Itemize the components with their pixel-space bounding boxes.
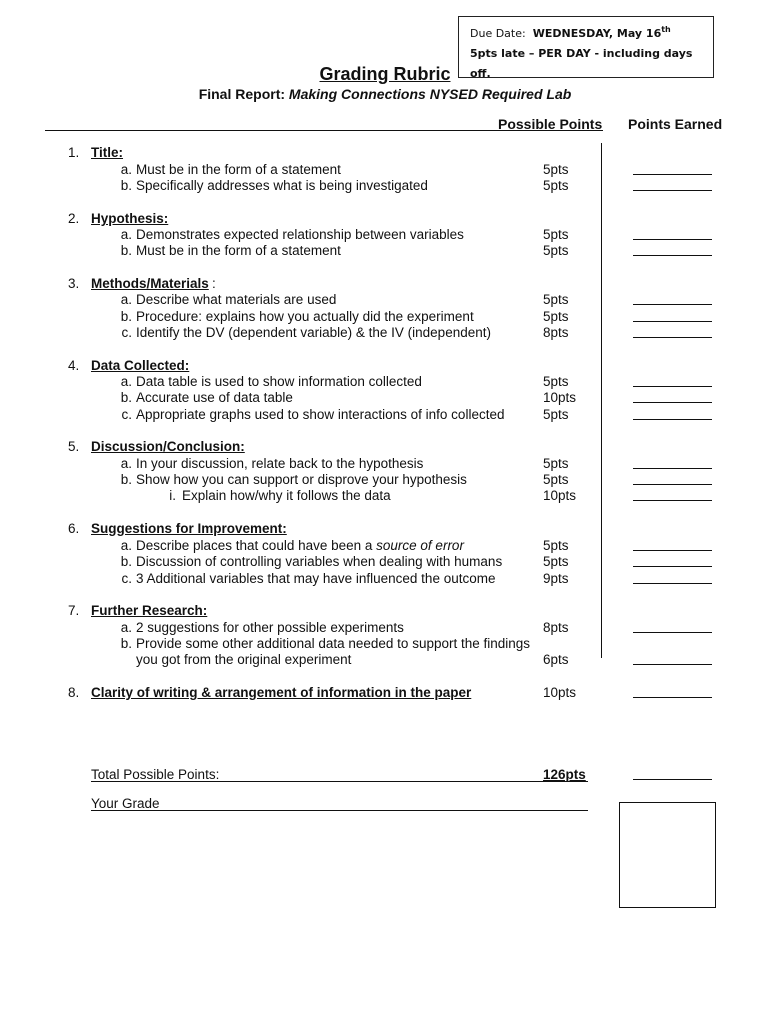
points-earned-blank bbox=[633, 697, 712, 698]
item-text: In your discussion, relate back to the hypothesis bbox=[136, 456, 424, 471]
points-earned-blank bbox=[633, 419, 712, 420]
section-title-row bbox=[0, 276, 770, 293]
item-text: Explain how/why it follows the data bbox=[182, 488, 391, 503]
points-earned-blank bbox=[633, 255, 712, 256]
item-text-plain: Describe places that could have been a bbox=[136, 538, 377, 553]
item-letter: b. bbox=[120, 554, 132, 569]
section-title-row bbox=[0, 603, 770, 620]
rubric-item bbox=[0, 325, 770, 342]
item-letter: a. bbox=[120, 374, 132, 389]
item-letter: b. bbox=[120, 472, 132, 487]
item-text: Must be in the form of a statement bbox=[136, 243, 341, 258]
item-text: Must be in the form of a statement bbox=[136, 162, 341, 177]
section-title-row bbox=[0, 685, 770, 702]
item-points: 5pts bbox=[543, 227, 569, 242]
header-possible-points: Possible Points bbox=[498, 116, 603, 132]
points-earned-blank bbox=[633, 321, 712, 322]
rubric-item bbox=[0, 554, 770, 571]
rubric-item bbox=[0, 390, 770, 407]
rubric-item bbox=[0, 571, 770, 588]
rubric-item bbox=[0, 243, 770, 260]
section-number: 5. bbox=[68, 439, 80, 454]
subtitle-italic: Making Connections NYSED Required Lab bbox=[288, 86, 572, 102]
section-title-row bbox=[0, 211, 770, 228]
total-possible-label: Total Possible Points: bbox=[91, 767, 220, 782]
rubric-item bbox=[0, 292, 770, 309]
item-text: Demonstrates expected relationship between variables bbox=[136, 227, 464, 242]
item-text bbox=[136, 538, 464, 553]
item-text: Procedure: explains how you actually did the experiment bbox=[136, 309, 474, 324]
item-points: 5pts bbox=[543, 178, 569, 193]
section-title-row bbox=[0, 358, 770, 375]
item-roman: i. bbox=[169, 488, 176, 503]
item-text: Identify the DV (dependent variable) & the IV (independent) bbox=[136, 325, 491, 340]
due-date-label: Due Date: bbox=[470, 27, 526, 40]
subtitle-prefix: Final Report: bbox=[198, 86, 286, 102]
section-title-row bbox=[0, 145, 770, 162]
rubric-item bbox=[0, 636, 770, 653]
section-title: Suggestions for Improvement: bbox=[91, 521, 287, 536]
item-points: 5pts bbox=[543, 456, 569, 471]
item-letter: a. bbox=[120, 227, 132, 242]
header-points-earned: Points Earned bbox=[628, 116, 723, 132]
item-points: 10pts bbox=[543, 390, 577, 405]
your-grade-label: Your Grade bbox=[91, 796, 160, 811]
due-date-line bbox=[470, 24, 713, 44]
rubric-item bbox=[0, 456, 770, 473]
points-earned-blank bbox=[633, 484, 712, 485]
rubric-item bbox=[0, 178, 770, 195]
item-text: Accurate use of data table bbox=[136, 390, 293, 405]
rubric-item bbox=[0, 620, 770, 637]
page-title-text: Grading Rubric bbox=[319, 64, 451, 84]
section-title-text: Methods/Materials bbox=[91, 276, 209, 291]
item-text: 2 suggestions for other possible experiments bbox=[136, 620, 404, 635]
points-earned-blank bbox=[633, 304, 712, 305]
item-letter: c. bbox=[121, 325, 132, 340]
grade-box bbox=[619, 802, 716, 908]
item-text-italic: source of error bbox=[376, 538, 464, 553]
section-number: 2. bbox=[68, 211, 80, 226]
item-points: 5pts bbox=[543, 309, 569, 324]
rubric-item bbox=[0, 407, 770, 424]
total-rule bbox=[91, 781, 588, 782]
rubric-item bbox=[0, 472, 770, 489]
section-title: Hypothesis: bbox=[91, 211, 169, 226]
item-letter: c. bbox=[121, 407, 132, 422]
section-title: Further Research: bbox=[91, 603, 208, 618]
section-number: 7. bbox=[68, 603, 80, 618]
item-points: 5pts bbox=[543, 374, 569, 389]
item-points: 5pts bbox=[543, 292, 569, 307]
section-title: Title: bbox=[91, 145, 124, 160]
points-earned-blank bbox=[633, 386, 712, 387]
item-letter: c. bbox=[121, 571, 132, 586]
section-number: 4. bbox=[68, 358, 80, 373]
page-subtitle bbox=[0, 86, 770, 102]
item-text: Show how you can support or disprove your hypothesis bbox=[136, 472, 467, 487]
page-title bbox=[0, 64, 770, 85]
item-points: 9pts bbox=[543, 571, 569, 586]
section-title-row bbox=[0, 521, 770, 538]
item-letter: b. bbox=[120, 243, 132, 258]
item-letter: a. bbox=[120, 538, 132, 553]
item-points: 8pts bbox=[543, 620, 569, 635]
section-title-suffix: : bbox=[212, 276, 216, 291]
grade-rule bbox=[91, 810, 588, 811]
rubric-subitem bbox=[0, 488, 770, 505]
points-earned-blank bbox=[633, 174, 712, 175]
section-title: Clarity of writing & arrangement of information in the paper bbox=[91, 685, 472, 700]
item-letter: b. bbox=[120, 636, 132, 651]
rubric-item bbox=[0, 538, 770, 555]
item-points: 5pts bbox=[543, 538, 569, 553]
points-earned-blank bbox=[633, 632, 712, 633]
points-earned-blank bbox=[633, 566, 712, 567]
points-earned-blank bbox=[633, 500, 712, 501]
item-text: Provide some other additional data needed to support the findings bbox=[136, 636, 531, 651]
section-number: 8. bbox=[68, 685, 80, 700]
header-rule bbox=[45, 130, 603, 131]
item-points: 5pts bbox=[543, 407, 569, 422]
points-earned-blank bbox=[633, 664, 712, 665]
section-number: 1. bbox=[68, 145, 80, 160]
item-points: 10pts bbox=[543, 685, 577, 700]
section-title-row bbox=[0, 439, 770, 456]
item-letter: a. bbox=[120, 456, 132, 471]
item-letter: b. bbox=[120, 309, 132, 324]
item-points: 6pts bbox=[543, 652, 569, 667]
section-title: Data Collected: bbox=[91, 358, 190, 373]
item-points: 5pts bbox=[543, 472, 569, 487]
points-earned-blank bbox=[633, 402, 712, 403]
item-points: 5pts bbox=[543, 243, 569, 258]
points-earned-blank bbox=[633, 583, 712, 584]
section-number: 3. bbox=[68, 276, 80, 291]
item-points: 5pts bbox=[543, 554, 569, 569]
section-number: 6. bbox=[68, 521, 80, 536]
total-earned-blank bbox=[633, 779, 712, 780]
item-letter: b. bbox=[120, 390, 132, 405]
points-earned-blank bbox=[633, 239, 712, 240]
item-text: Data table is used to show information collected bbox=[136, 374, 422, 389]
due-date-value: WEDNESDAY, May 16 bbox=[532, 27, 662, 40]
item-letter: b. bbox=[120, 178, 132, 193]
rubric-item bbox=[0, 227, 770, 244]
rubric-item bbox=[0, 309, 770, 326]
section-title: Discussion/Conclusion: bbox=[91, 439, 245, 454]
item-points: 8pts bbox=[543, 325, 569, 340]
item-text: Describe what materials are used bbox=[136, 292, 337, 307]
section-title bbox=[91, 276, 209, 291]
item-letter: a. bbox=[120, 620, 132, 635]
late-policy: 5pts late – PER DAY - including days off. bbox=[470, 47, 693, 80]
points-earned-blank bbox=[633, 337, 712, 338]
item-letter: a. bbox=[120, 162, 132, 177]
item-text: Specifically addresses what is being investigated bbox=[136, 178, 428, 193]
item-points: 10pts bbox=[543, 488, 577, 503]
points-earned-blank bbox=[633, 550, 712, 551]
item-letter: a. bbox=[120, 292, 132, 307]
item-text-line2: you got from the original experiment bbox=[136, 652, 352, 667]
item-text: 3 Additional variables that may have influenced the outcome bbox=[136, 571, 496, 586]
rubric-item bbox=[0, 374, 770, 391]
points-earned-blank bbox=[633, 468, 712, 469]
due-date-sup: th bbox=[661, 25, 671, 34]
rubric-item bbox=[0, 162, 770, 179]
total-possible-points: 126pts bbox=[543, 767, 586, 782]
rubric-item-continued bbox=[0, 652, 770, 669]
item-text: Appropriate graphs used to show interactions of info collected bbox=[136, 407, 505, 422]
points-earned-blank bbox=[633, 190, 712, 191]
item-points: 5pts bbox=[543, 162, 569, 177]
item-text: Discussion of controlling variables when dealing with humans bbox=[136, 554, 503, 569]
